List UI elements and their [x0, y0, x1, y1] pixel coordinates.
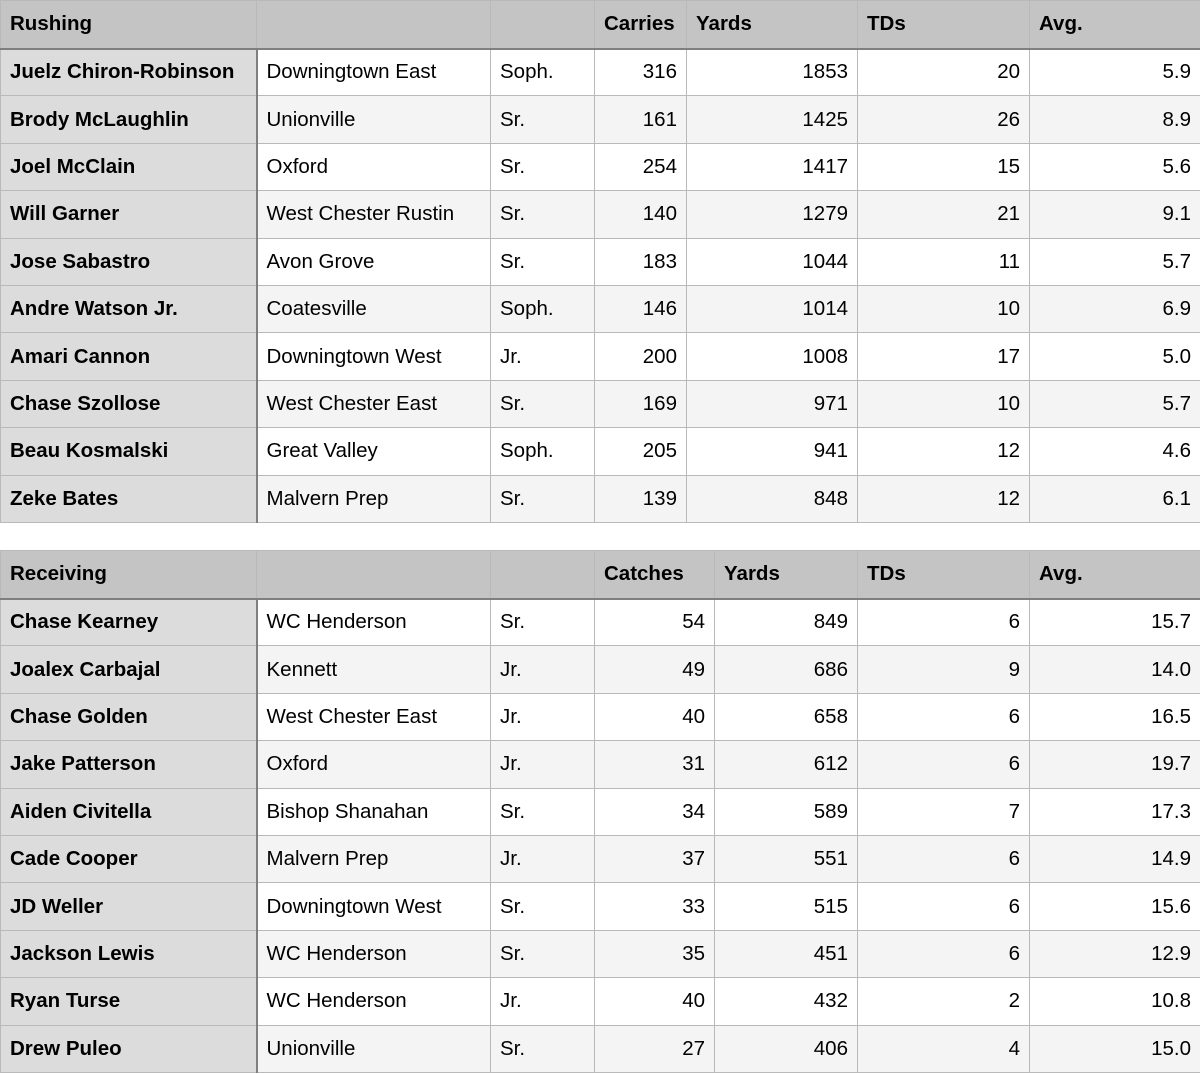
avg-cell: 12.9	[1030, 930, 1200, 977]
class-cell: Sr.	[491, 380, 595, 427]
tds-cell: 20	[858, 49, 1030, 96]
school-cell: Kennett	[257, 646, 491, 693]
stat-count-cell: 200	[595, 333, 687, 380]
school-cell: WC Henderson	[257, 930, 491, 977]
table-row	[1, 285, 1200, 332]
stat-count-cell: 161	[595, 96, 687, 143]
school-cell: WC Henderson	[257, 599, 491, 646]
yards-cell: 1417	[687, 143, 858, 190]
tds-cell: 21	[858, 191, 1030, 238]
table-row	[1, 646, 1200, 693]
school-cell: Oxford	[257, 741, 491, 788]
table-row	[1, 599, 1200, 646]
player-name-cell: Jose Sabastro	[1, 238, 257, 285]
player-name-cell: Jake Patterson	[1, 741, 257, 788]
stat-count-cell: 40	[595, 693, 715, 740]
rushing-tds-header: TDs	[858, 1, 1030, 49]
tds-cell: 6	[858, 883, 1030, 930]
player-name-cell: Juelz Chiron-Robinson	[1, 49, 257, 96]
receiving-school-header	[257, 551, 491, 599]
avg-cell: 5.7	[1030, 380, 1200, 427]
school-cell: Downingtown West	[257, 333, 491, 380]
player-name-cell: Brody McLaughlin	[1, 96, 257, 143]
player-name-cell: Beau Kosmalski	[1, 428, 257, 475]
class-cell: Jr.	[491, 333, 595, 380]
stat-count-cell: 140	[595, 191, 687, 238]
yards-cell: 1425	[687, 96, 858, 143]
class-cell: Soph.	[491, 285, 595, 332]
stat-count-cell: 146	[595, 285, 687, 332]
receiving-avg-header: Avg.	[1030, 551, 1200, 599]
class-cell: Sr.	[491, 930, 595, 977]
class-cell: Jr.	[491, 978, 595, 1025]
yards-cell: 1853	[687, 49, 858, 96]
player-name-cell: Joel McClain	[1, 143, 257, 190]
player-name-cell: Andre Watson Jr.	[1, 285, 257, 332]
class-cell: Sr.	[491, 191, 595, 238]
school-cell: Downingtown East	[257, 49, 491, 96]
player-name-cell: JD Weller	[1, 883, 257, 930]
class-cell: Sr.	[491, 883, 595, 930]
yards-cell: 1008	[687, 333, 858, 380]
stat-count-cell: 35	[595, 930, 715, 977]
avg-cell: 17.3	[1030, 788, 1200, 835]
yards-cell: 971	[687, 380, 858, 427]
avg-cell: 9.1	[1030, 191, 1200, 238]
table-row	[1, 143, 1200, 190]
receiving-header-row	[1, 551, 1200, 599]
yards-cell: 1014	[687, 285, 858, 332]
tds-cell: 6	[858, 930, 1030, 977]
yards-cell: 551	[715, 835, 858, 882]
stat-count-cell: 33	[595, 883, 715, 930]
table-row	[1, 191, 1200, 238]
table-row	[1, 930, 1200, 977]
player-name-cell: Aiden Civitella	[1, 788, 257, 835]
yards-cell: 432	[715, 978, 858, 1025]
table-row	[1, 835, 1200, 882]
class-cell: Sr.	[491, 1025, 595, 1072]
school-cell: WC Henderson	[257, 978, 491, 1025]
player-name-cell: Will Garner	[1, 191, 257, 238]
school-cell: West Chester Rustin	[257, 191, 491, 238]
stat-count-cell: 205	[595, 428, 687, 475]
yards-cell: 658	[715, 693, 858, 740]
avg-cell: 5.7	[1030, 238, 1200, 285]
tds-cell: 2	[858, 978, 1030, 1025]
table-row	[1, 741, 1200, 788]
player-name-cell: Chase Kearney	[1, 599, 257, 646]
class-cell: Sr.	[491, 599, 595, 646]
tds-cell: 6	[858, 599, 1030, 646]
tds-cell: 12	[858, 428, 1030, 475]
stat-count-cell: 54	[595, 599, 715, 646]
avg-cell: 5.0	[1030, 333, 1200, 380]
player-name-cell: Jackson Lewis	[1, 930, 257, 977]
player-name-cell: Zeke Bates	[1, 475, 257, 522]
stat-count-cell: 49	[595, 646, 715, 693]
rushing-carries-header: Carries	[595, 1, 687, 49]
class-cell: Jr.	[491, 693, 595, 740]
table-row	[1, 428, 1200, 475]
class-cell: Soph.	[491, 428, 595, 475]
school-cell: Coatesville	[257, 285, 491, 332]
yards-cell: 849	[715, 599, 858, 646]
rushing-header-row	[1, 1, 1200, 49]
table-row	[1, 49, 1200, 96]
avg-cell: 6.9	[1030, 285, 1200, 332]
player-name-cell: Chase Golden	[1, 693, 257, 740]
receiving-yards-header: Yards	[715, 551, 858, 599]
table-row	[1, 1025, 1200, 1072]
rushing-class-header	[491, 1, 595, 49]
tds-cell: 9	[858, 646, 1030, 693]
class-cell: Sr.	[491, 96, 595, 143]
yards-cell: 941	[687, 428, 858, 475]
avg-cell: 14.9	[1030, 835, 1200, 882]
tds-cell: 6	[858, 741, 1030, 788]
receiving-tds-header: TDs	[858, 551, 1030, 599]
class-cell: Sr.	[491, 475, 595, 522]
avg-cell: 8.9	[1030, 96, 1200, 143]
class-cell: Sr.	[491, 788, 595, 835]
avg-cell: 10.8	[1030, 978, 1200, 1025]
rushing-avg-header: Avg.	[1030, 1, 1200, 49]
receiving-class-header	[491, 551, 595, 599]
yards-cell: 589	[715, 788, 858, 835]
avg-cell: 4.6	[1030, 428, 1200, 475]
school-cell: Downingtown West	[257, 883, 491, 930]
tds-cell: 17	[858, 333, 1030, 380]
yards-cell: 686	[715, 646, 858, 693]
avg-cell: 15.6	[1030, 883, 1200, 930]
table-row	[1, 475, 1200, 522]
stat-count-cell: 31	[595, 741, 715, 788]
school-cell: Bishop Shanahan	[257, 788, 491, 835]
rushing-yards-header: Yards	[687, 1, 858, 49]
class-cell: Jr.	[491, 646, 595, 693]
avg-cell: 15.7	[1030, 599, 1200, 646]
tds-cell: 6	[858, 693, 1030, 740]
receiving-table	[0, 550, 1200, 1073]
tds-cell: 7	[858, 788, 1030, 835]
stat-count-cell: 254	[595, 143, 687, 190]
player-name-cell: Chase Szollose	[1, 380, 257, 427]
table-row	[1, 96, 1200, 143]
tds-cell: 11	[858, 238, 1030, 285]
class-cell: Sr.	[491, 238, 595, 285]
tds-cell: 4	[858, 1025, 1030, 1072]
avg-cell: 5.9	[1030, 49, 1200, 96]
avg-cell: 16.5	[1030, 693, 1200, 740]
tds-cell: 6	[858, 835, 1030, 882]
tds-cell: 15	[858, 143, 1030, 190]
school-cell: West Chester East	[257, 380, 491, 427]
tds-cell: 12	[858, 475, 1030, 522]
rushing-title: Rushing	[1, 1, 257, 49]
tds-cell: 10	[858, 285, 1030, 332]
class-cell: Jr.	[491, 835, 595, 882]
avg-cell: 6.1	[1030, 475, 1200, 522]
yards-cell: 848	[687, 475, 858, 522]
yards-cell: 1279	[687, 191, 858, 238]
table-row	[1, 380, 1200, 427]
class-cell: Jr.	[491, 741, 595, 788]
table-row	[1, 978, 1200, 1025]
avg-cell: 14.0	[1030, 646, 1200, 693]
tds-cell: 10	[858, 380, 1030, 427]
table-row	[1, 238, 1200, 285]
avg-cell: 19.7	[1030, 741, 1200, 788]
school-cell: Avon Grove	[257, 238, 491, 285]
rushing-body	[1, 49, 1200, 523]
class-cell: Sr.	[491, 143, 595, 190]
avg-cell: 15.0	[1030, 1025, 1200, 1072]
school-cell: West Chester East	[257, 693, 491, 740]
player-name-cell: Ryan Turse	[1, 978, 257, 1025]
rushing-table	[0, 0, 1200, 523]
school-cell: Unionville	[257, 1025, 491, 1072]
table-row	[1, 333, 1200, 380]
stat-count-cell: 183	[595, 238, 687, 285]
receiving-body	[1, 599, 1200, 1073]
yards-cell: 451	[715, 930, 858, 977]
rushing-school-header	[257, 1, 491, 49]
player-name-cell: Cade Cooper	[1, 835, 257, 882]
yards-cell: 1044	[687, 238, 858, 285]
table-row	[1, 788, 1200, 835]
table-row	[1, 693, 1200, 740]
player-name-cell: Amari Cannon	[1, 333, 257, 380]
stat-count-cell: 37	[595, 835, 715, 882]
stat-count-cell: 40	[595, 978, 715, 1025]
school-cell: Oxford	[257, 143, 491, 190]
stat-count-cell: 169	[595, 380, 687, 427]
stat-count-cell: 27	[595, 1025, 715, 1072]
stat-count-cell: 139	[595, 475, 687, 522]
stat-count-cell: 34	[595, 788, 715, 835]
school-cell: Malvern Prep	[257, 475, 491, 522]
stat-count-cell: 316	[595, 49, 687, 96]
tds-cell: 26	[858, 96, 1030, 143]
receiving-catches-header: Catches	[595, 551, 715, 599]
school-cell: Unionville	[257, 96, 491, 143]
yards-cell: 406	[715, 1025, 858, 1072]
class-cell: Soph.	[491, 49, 595, 96]
player-name-cell: Drew Puleo	[1, 1025, 257, 1072]
player-name-cell: Joalex Carbajal	[1, 646, 257, 693]
yards-cell: 612	[715, 741, 858, 788]
receiving-title: Receiving	[1, 551, 257, 599]
school-cell: Malvern Prep	[257, 835, 491, 882]
school-cell: Great Valley	[257, 428, 491, 475]
yards-cell: 515	[715, 883, 858, 930]
avg-cell: 5.6	[1030, 143, 1200, 190]
table-row	[1, 883, 1200, 930]
